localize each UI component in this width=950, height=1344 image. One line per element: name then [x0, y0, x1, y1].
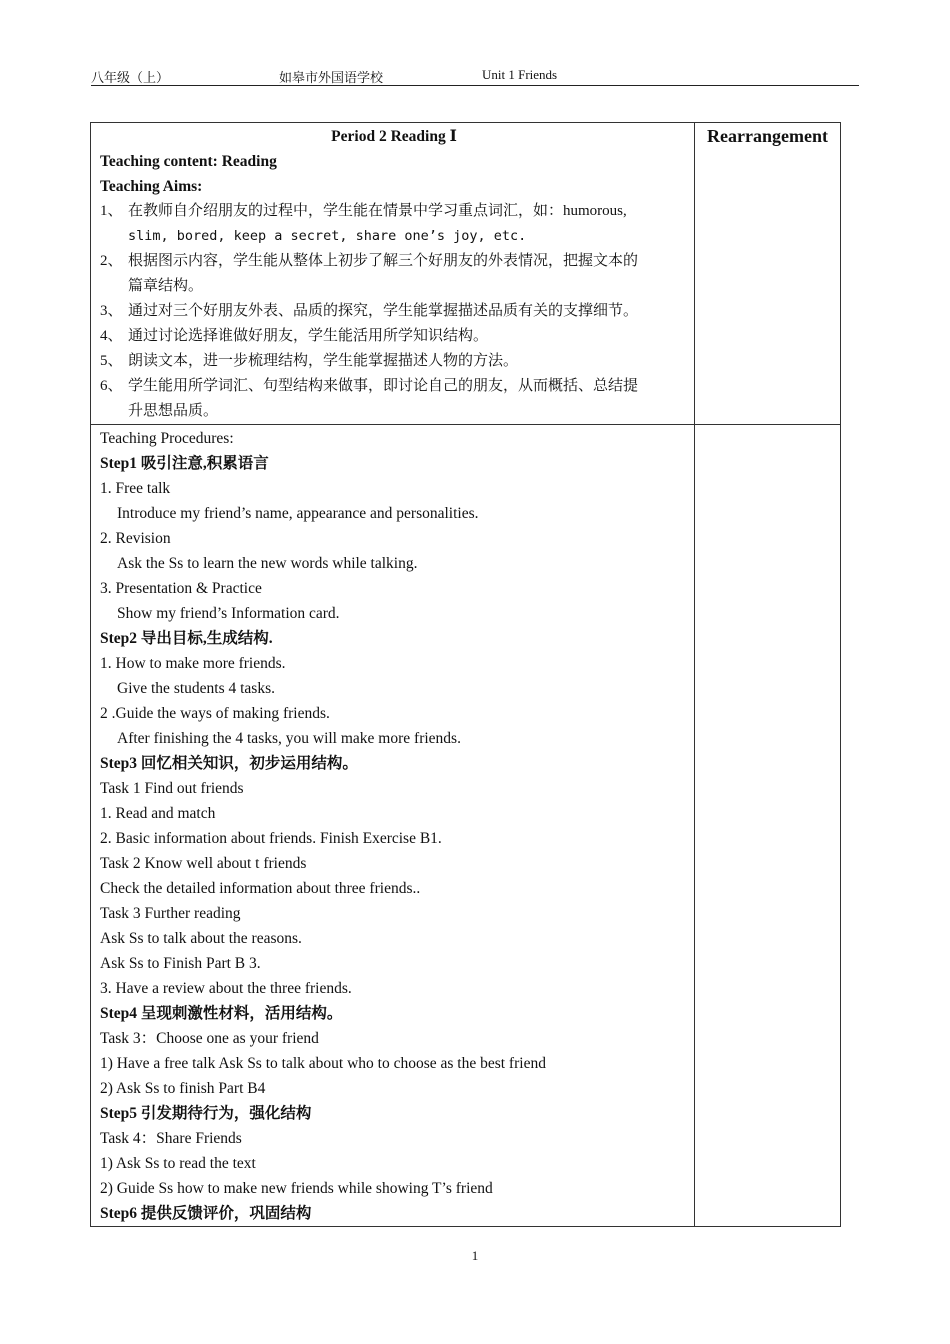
- aim-item: [100, 349, 688, 374]
- procedure-line: 3. Presentation & Practice: [100, 580, 262, 597]
- aims-list: [100, 199, 688, 424]
- aim-item: [100, 324, 688, 349]
- teaching-aims-label: Teaching Aims:: [100, 178, 203, 195]
- procedure-line: Ask Ss to Finish Part B 3.: [100, 955, 261, 972]
- rearrangement-title: Rearrangement: [707, 126, 828, 146]
- period-title: Period 2 Reading Ⅰ: [331, 128, 457, 145]
- aim-number: 4、: [100, 328, 123, 344]
- procedure-line: Ask Ss to talk about the reasons.: [100, 930, 302, 947]
- rearrangement-header-cell: [695, 123, 841, 425]
- procedure-line: Task 3：Choose one as your friend: [100, 1030, 319, 1047]
- aim-number: 5、: [100, 353, 123, 369]
- aim-text-line: 通过讨论选择谁做好朋友，学生能活用所学知识结构。: [128, 328, 489, 344]
- step-heading: Step2 导出目标,生成结构.: [100, 630, 273, 647]
- procedure-line: Teaching Procedures:: [100, 430, 234, 447]
- page-number: 1: [471, 1248, 479, 1263]
- rearrangement-notes-cell: [695, 425, 841, 1227]
- aim-item: [100, 199, 688, 249]
- aims-row: [91, 123, 841, 425]
- procedure-line: Task 3 Further reading: [100, 905, 241, 922]
- procedure-line: Ask the Ss to learn the new words while talking.: [117, 555, 418, 572]
- procedure-line: 2. Revision: [100, 530, 171, 547]
- procedure-line: Give the students 4 tasks.: [117, 680, 275, 697]
- step-heading: Step5 引发期待行为，强化结构: [100, 1105, 312, 1122]
- aim-number: 2、: [100, 253, 123, 269]
- aim-text-line: 学生能用所学词汇、句型结构来做事，即讨论自己的朋友，从而概括、总结提: [128, 378, 639, 394]
- procedure-line: 2. Basic information about friends. Finish Exercise B1.: [100, 830, 442, 847]
- header-unit: Unit 1 Friends: [482, 67, 558, 82]
- header-school: 如皋市外国语学校: [279, 70, 384, 85]
- procedure-line: 1. Free talk: [100, 480, 171, 497]
- aim-text-line: 在教师自介绍朋友的过程中，学生能在情景中学习重点词汇，如：humorous,: [128, 203, 627, 219]
- procedure-line: 1. Read and match: [100, 805, 216, 822]
- procedure-line: 2) Ask Ss to finish Part B4: [100, 1080, 266, 1097]
- procedure-line: 2) Guide Ss how to make new friends while showing T’s friend: [100, 1180, 493, 1197]
- step-heading: Step3 回忆相关知识，初步运用结构。: [100, 755, 358, 772]
- step-heading: Step4 呈现刺激性材料，活用结构。: [100, 1005, 343, 1022]
- procedure-line: Check the detailed information about three friends..: [100, 880, 421, 897]
- lesson-plan-table: [90, 122, 841, 1227]
- aim-text-line: 通过对三个好朋友外表、品质的探究，学生能掌握描述品质有关的支撑细节。: [128, 303, 639, 319]
- aim-number: 1、: [100, 203, 123, 219]
- header-grade: 八年级（上）: [91, 70, 170, 85]
- aim-text-line: 朗读文本，进一步梳理结构，学生能掌握描述人物的方法。: [128, 353, 519, 369]
- aim-text-line: slim, bored, keep a secret, share one’s joy, etc.: [128, 228, 527, 244]
- procedure-line: 1. How to make more friends.: [100, 655, 286, 672]
- step-heading: Step6 提供反馈评价，巩固结构: [100, 1205, 312, 1222]
- procedure-line: Show my friend’s Information card.: [117, 605, 340, 622]
- aim-text-line: 根据图示内容，学生能从整体上初步了解三个好朋友的外表情况，把握文本的: [128, 253, 639, 269]
- aims-cell: [91, 123, 695, 425]
- aim-item: [100, 374, 688, 424]
- procedure-line: Task 4：Share Friends: [100, 1130, 242, 1147]
- aim-item: [100, 299, 688, 324]
- aim-item: [100, 249, 688, 299]
- procedure-line: 3. Have a review about the three friends.: [100, 980, 352, 997]
- procedure-line: After finishing the 4 tasks, you will make more friends.: [117, 730, 461, 747]
- procedure-line: Introduce my friend’s name, appearance and personalities.: [117, 505, 479, 522]
- procedures-cell: [91, 425, 695, 1227]
- procedure-line: 1) Have a free talk Ask Ss to talk about who to choose as the best friend: [100, 1055, 546, 1072]
- procedures-list: [91, 425, 694, 1226]
- aim-number: 6、: [100, 378, 123, 394]
- procedures-row: [91, 425, 841, 1227]
- teaching-content: Teaching content: Reading: [100, 153, 277, 170]
- procedure-line: 2 .Guide the ways of making friends.: [100, 705, 330, 722]
- step-heading: Step1 吸引注意,积累语言: [100, 455, 269, 472]
- aim-number: 3、: [100, 303, 123, 319]
- procedure-line: Task 2 Know well about t friends: [100, 855, 307, 872]
- aim-text-line: 升思想品质。: [128, 403, 219, 419]
- procedure-line: Task 1 Find out friends: [100, 780, 244, 797]
- page-header: [91, 66, 859, 86]
- procedure-line: 1) Ask Ss to read the text: [100, 1155, 256, 1172]
- aim-text-line: 篇章结构。: [128, 278, 204, 294]
